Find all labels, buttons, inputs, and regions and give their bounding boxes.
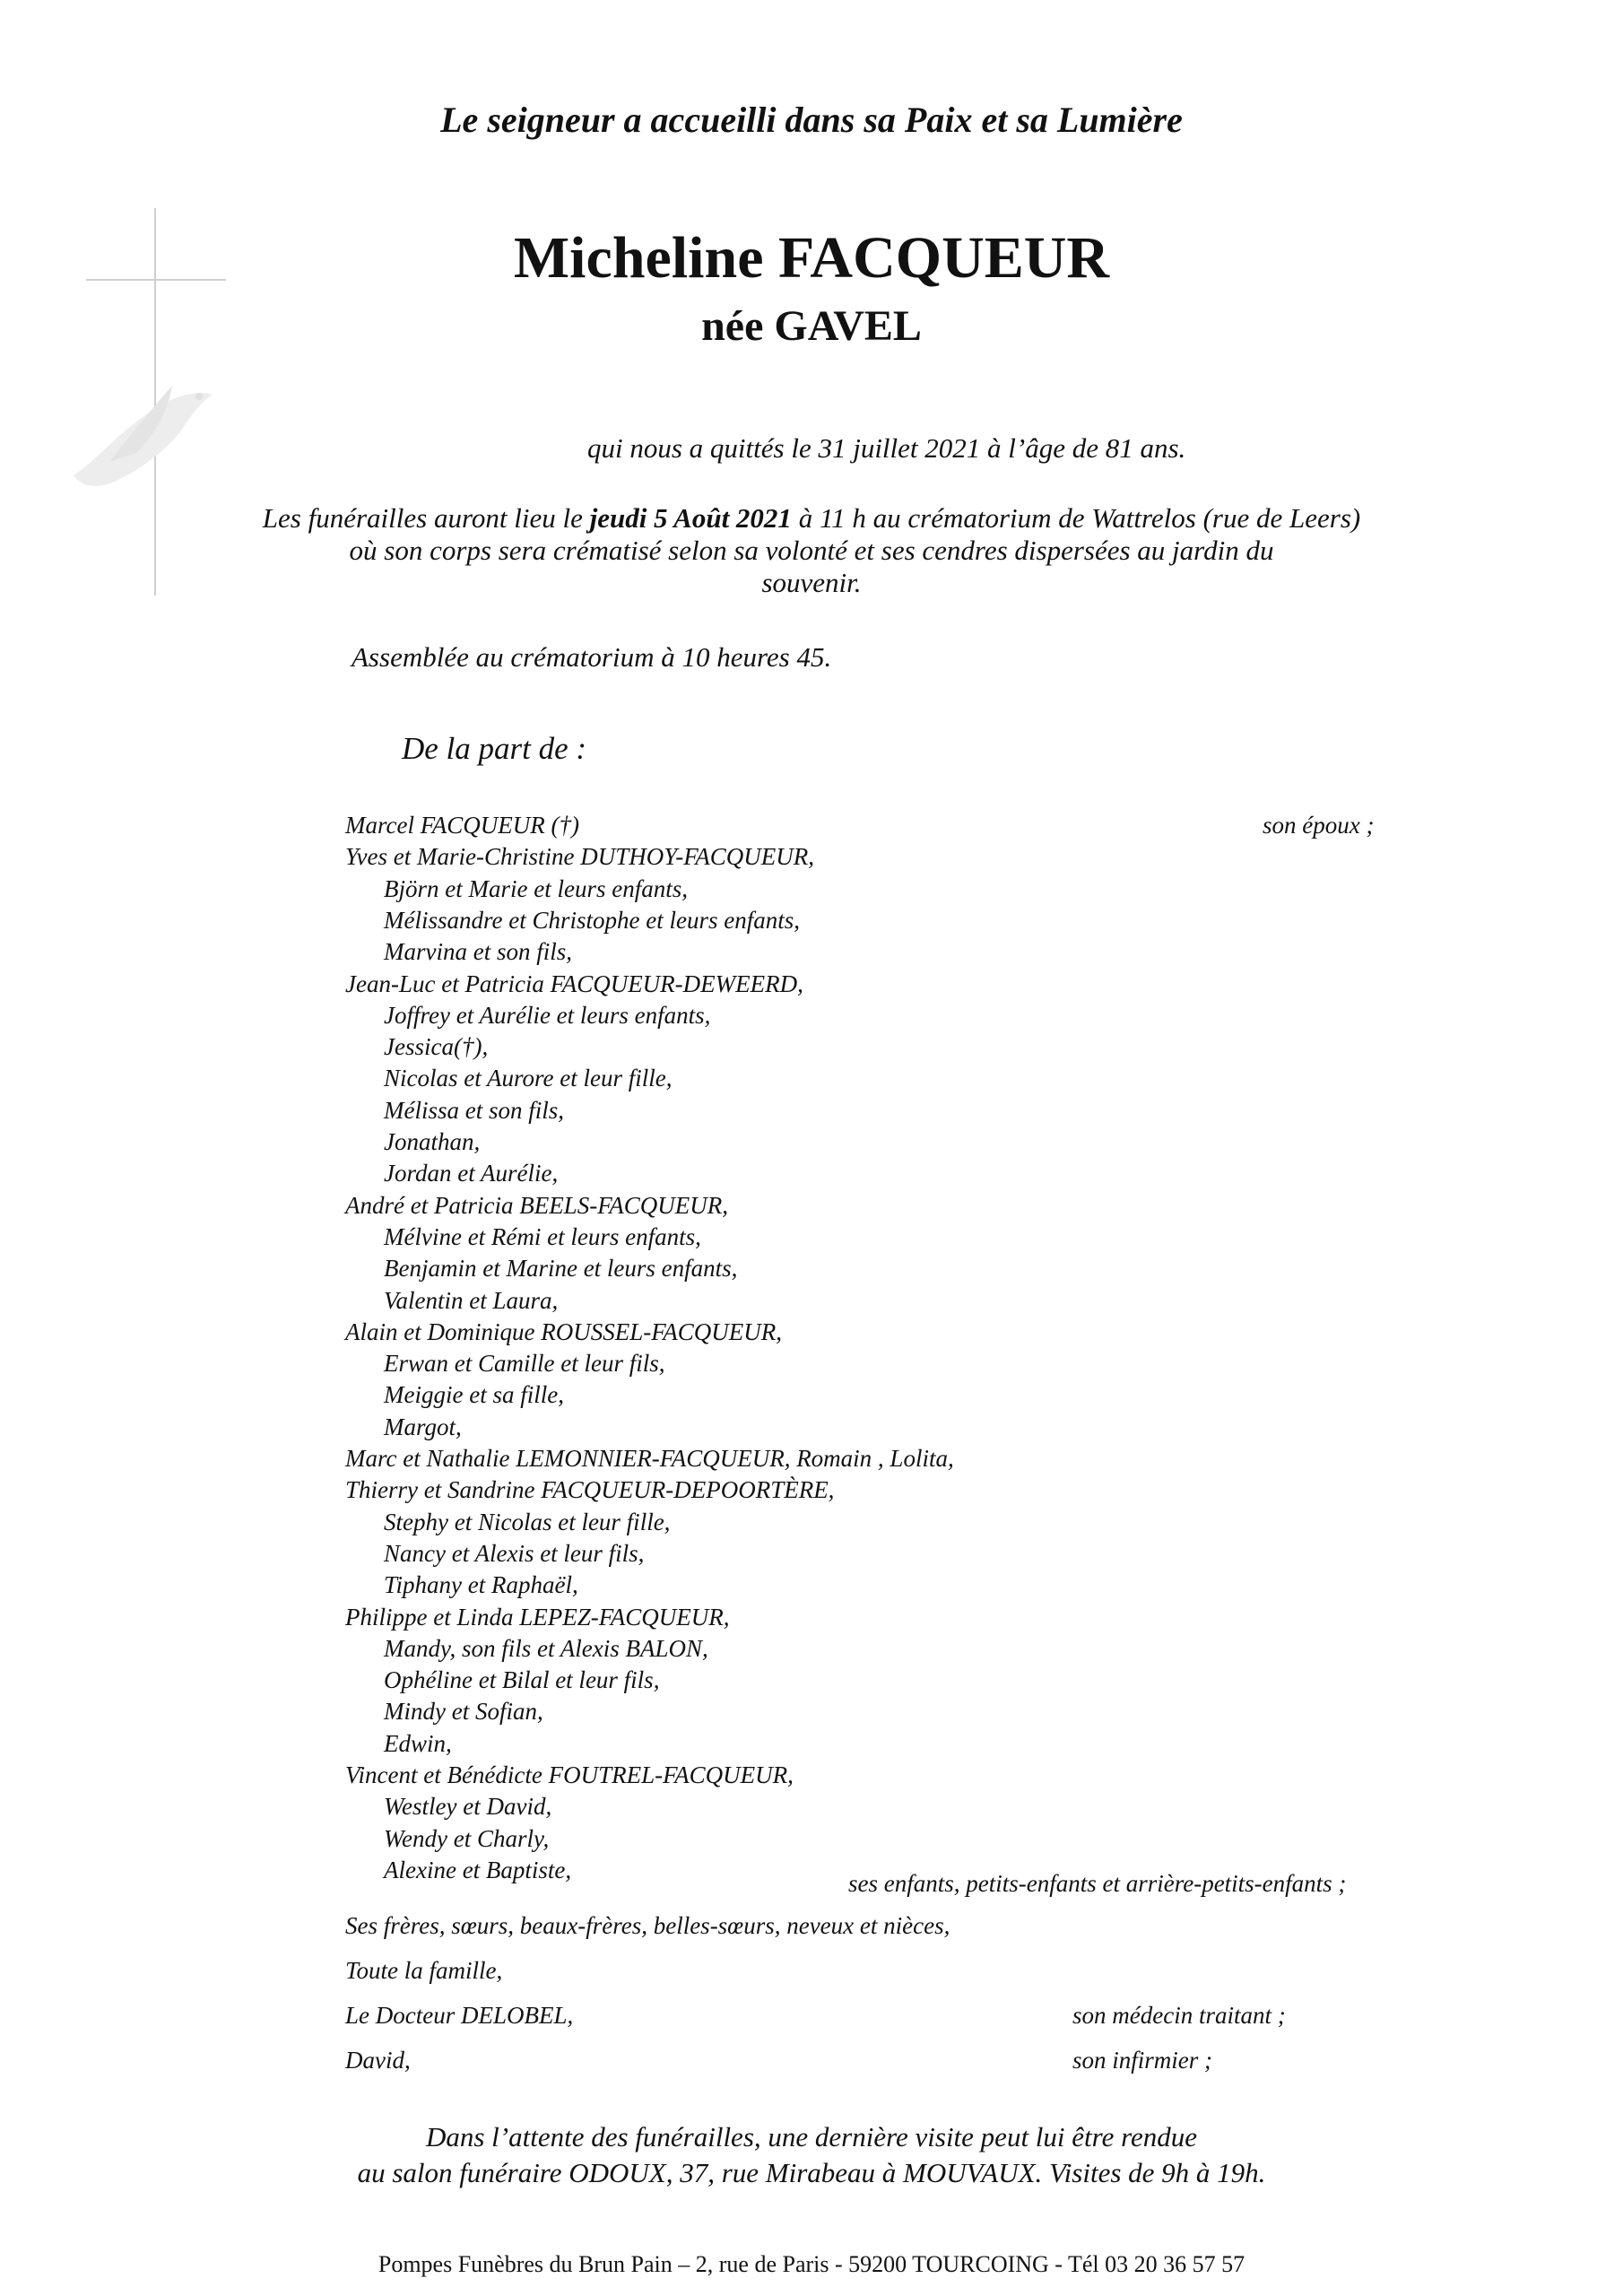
family-member: Valentin et Laura, (384, 1287, 559, 1314)
family-member: Nancy et Alexis et leur fils, (384, 1540, 645, 1567)
family-member: Edwin, (384, 1730, 452, 1757)
family-member: Mindy et Sofian, (384, 1698, 543, 1725)
relation-nurse: son infirmier ; (1072, 2047, 1213, 2074)
family-member: Jessica(†), (384, 1033, 489, 1060)
family-member: Mélissandre et Christophe et leurs enfants, (384, 907, 800, 934)
relation-doctor: son médecin traitant ; (1072, 2002, 1286, 2029)
family-member: Alexine et Baptiste, (384, 1857, 572, 1883)
family-member: Tiphany et Raphaël, (384, 1571, 578, 1598)
family-member: Jordan et Aurélie, (384, 1160, 559, 1187)
dove-icon (56, 368, 217, 511)
family-member: Yves et Marie-Christine DUTHOY-FACQUEUR, (345, 843, 814, 870)
family-member: Mélvine et Rémi et leurs enfants, (384, 1223, 701, 1250)
family-member: Mandy, son fils et Alexis BALON, (384, 1635, 708, 1662)
family-member: Marvina et son fils, (384, 938, 572, 965)
family-member: Vincent et Bénédicte FOUTREL-FACQUEUR, (345, 1761, 794, 1788)
nurse-line: David, (345, 2047, 411, 2074)
funeral-line-1: Les funérailles auront lieu le jeudi 5 Août 2021 à 11 h au crématorium de Wattrelos (rue de Leers) (262, 502, 1361, 534)
funeral-line-3: souvenir. (761, 567, 862, 598)
family-line: Toute la famille, (345, 1957, 503, 1984)
death-notice: qui nous a quittés le 31 juillet 2021 à l’âge de 81 ans. (587, 432, 1186, 464)
family-member: Ophéline et Bilal et leur fils, (384, 1666, 660, 1693)
assembly-note: Assemblée au crématorium à 10 heures 45. (352, 641, 832, 673)
family-member: Björn et Marie et leurs enfants, (384, 875, 688, 902)
visit-line-2: au salon funéraire ODOUX, 37, rue Mirabeau à MOUVAUX. Visites de 9h à 19h. (357, 2157, 1266, 2188)
family-member: Thierry et Sandrine FACQUEUR-DEPOORTÈRE, (345, 1476, 835, 1503)
relation-spouse: son époux ; (1263, 812, 1375, 839)
family-member: Nicolas et Aurore et leur fille, (384, 1065, 673, 1091)
opening-phrase: Le seigneur a accueilli dans sa Paix et sa Lumière (440, 100, 1183, 140)
family-member: Wendy et Charly, (384, 1825, 550, 1852)
family-member: Erwan et Camille et leur fils, (384, 1350, 665, 1377)
family-member: André et Patricia BEELS-FACQUEUR, (345, 1192, 728, 1219)
family-member: Jonathan, (384, 1128, 481, 1155)
family-member: Jean-Luc et Patricia FACQUEUR-DEWEERD, (345, 970, 803, 997)
on-behalf-heading: De la part de : (402, 731, 587, 766)
siblings-line: Ses frères, sœurs, beaux-frères, belles-sœurs, neveux et nièces, (345, 1912, 950, 1939)
family-member: Westley et David, (384, 1793, 552, 1820)
family-member: Meiggie et sa fille, (384, 1381, 564, 1408)
family-member: Marc et Nathalie LEMONNIER-FACQUEUR, Romain , Lolita, (345, 1445, 954, 1472)
family-member: Margot, (384, 1413, 462, 1440)
family-member: Mélissa et son fils, (384, 1097, 564, 1124)
family-member: Philippe et Linda LEPEZ-FACQUEUR, (345, 1604, 730, 1631)
doctor-line: Le Docteur DELOBEL, (345, 2002, 574, 2029)
family-member: Alain et Dominique ROUSSEL-FACQUEUR, (345, 1318, 782, 1345)
funeral-date: jeudi 5 Août 2021 (589, 502, 792, 534)
funeral-line-2: où son corps sera crématisé selon sa volonté et ses cendres dispersées au jardin du (349, 535, 1274, 566)
birth-name: née GAVEL (701, 302, 922, 350)
family-member: Joffrey et Aurélie et leurs enfants, (384, 1002, 711, 1029)
deceased-name: Micheline FACQUEUR (513, 225, 1110, 291)
relation-children: ses enfants, petits-enfants et arrière-petits-enfants ; (848, 1870, 1347, 1897)
footer-funeral-home: Pompes Funèbres du Brun Pain – 2, rue de Paris - 59200 TOURCOING - Tél 03 20 36 57 57 (378, 2251, 1245, 2277)
family-member: Stephy et Nicolas et leur fille, (384, 1509, 671, 1535)
visit-line-1: Dans l’attente des funérailles, une dernière visite peut lui être rendue (425, 2121, 1198, 2152)
family-member: Marcel FACQUEUR (†) (345, 812, 579, 839)
family-member: Benjamin et Marine et leurs enfants, (384, 1255, 738, 1282)
